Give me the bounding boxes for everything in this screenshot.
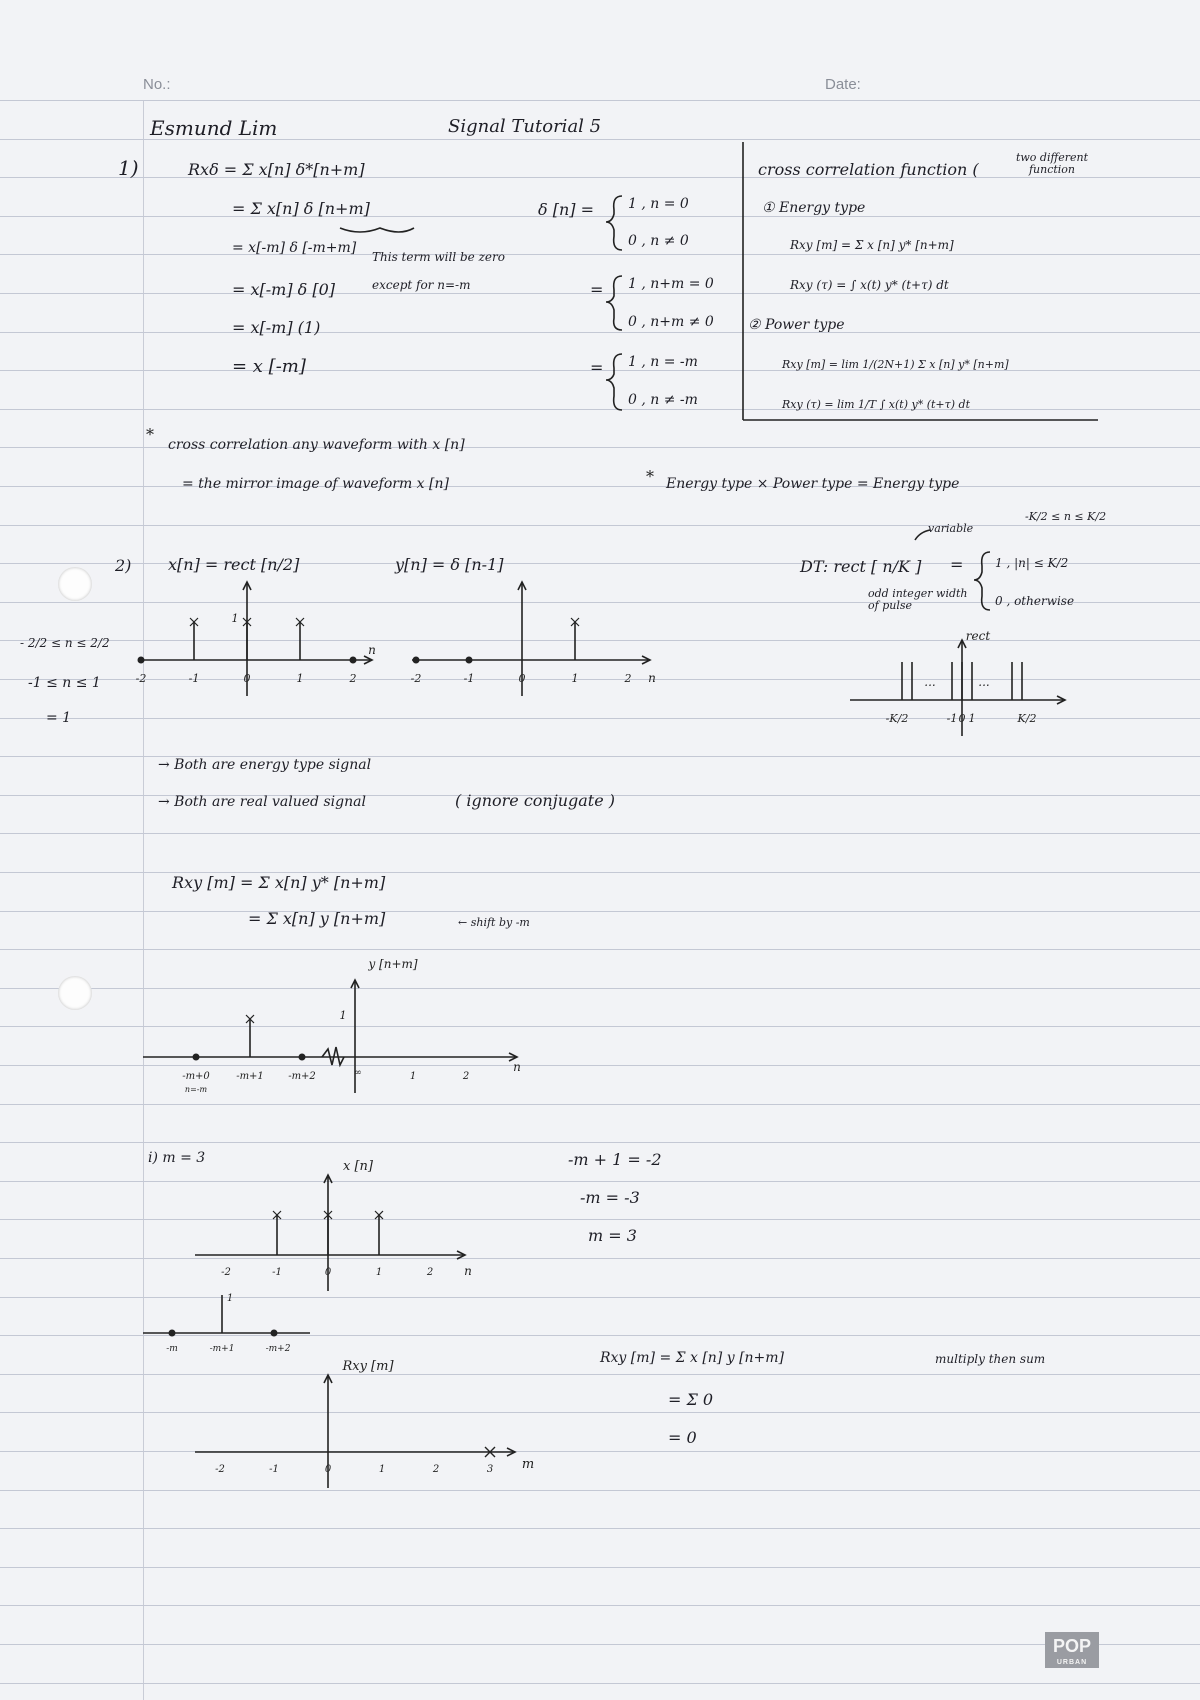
bullet-energy-type: → Both are energy type signal (158, 757, 372, 773)
q1-line-3: = x[-m] δ [-m+m] (232, 240, 357, 256)
y-plot-tick: 0 (518, 672, 526, 685)
star-mark-1: * (146, 425, 154, 444)
delta-piece-3b: 0 , n ≠ -m (628, 392, 698, 408)
power-dt-formula: Rxy [m] = lim 1/(2N+1) Σ x [n] y* [n+m] (782, 358, 1009, 371)
q1-line-1: Rxδ = Σ x[n] δ*[n+m] (188, 160, 365, 179)
rect-piece-1: 1 , |n| ≤ K/2 (995, 556, 1069, 570)
x-plot-zero-point (350, 657, 357, 664)
y-plot-tick: -2 (410, 672, 422, 685)
final-line-3: = 0 (668, 1428, 697, 1447)
y-plot-tick: -1 (463, 672, 475, 685)
rect-range: -K/2 ≤ n ≤ K/2 (1025, 510, 1107, 523)
case-x-plot-tick: 1 (375, 1267, 383, 1278)
date-label: Date: (825, 76, 861, 93)
calc-line-2: -m = -3 (580, 1188, 640, 1207)
energy-dt-formula: Rxy [m] = Σ x [n] y* [n+m] (790, 238, 954, 252)
q1-line-6: = x [-m] (232, 356, 306, 377)
final-line-2: = Σ 0 (668, 1390, 714, 1409)
rect-plot-dots: ... (924, 675, 936, 689)
rect-definition: DT: rect [ n/K ] (800, 557, 922, 576)
delta-piece-2b: 0 , n+m ≠ 0 (628, 314, 714, 330)
rxy-line-1: Rxy [m] = Σ x[n] y* [n+m] (172, 873, 386, 892)
case-x-plot-tick: -2 (221, 1267, 231, 1278)
eq-sign-2: = (590, 358, 604, 377)
y-plot-axis-label: n (648, 671, 656, 685)
rxy-line-2: = Σ x[n] y [n+m] (248, 909, 386, 928)
x-plot-tick: -1 (188, 672, 200, 685)
x-plot-tick: 2 (349, 672, 357, 685)
rect-piece-2: 0 , otherwise (995, 594, 1075, 608)
box-title: cross correlation function ( (758, 160, 979, 179)
pop-urban-logo: POP URBAN (1045, 1632, 1099, 1668)
q1-line-4: = x[-m] δ [0] (232, 280, 336, 299)
calc-line-3: m = 3 (588, 1226, 637, 1245)
rxy-plot-tick: 2 (432, 1464, 440, 1475)
y-plot-zero-point (466, 657, 473, 664)
eq-sign-1: = (590, 280, 604, 299)
brace-piece-2 (606, 276, 622, 330)
case-x-plot-tick: 0 (324, 1267, 332, 1278)
page-title: Signal Tutorial 5 (448, 116, 602, 137)
case-y-plot-zero-point (169, 1330, 176, 1337)
rxy-plot-tick: -1 (269, 1464, 279, 1475)
rxy-plot-tick: -2 (215, 1464, 225, 1475)
bullet-real-valued: → Both are real valued signal (158, 794, 366, 810)
brace-piece-1 (606, 196, 622, 250)
yshift-plot-one-label: 1 (339, 1009, 347, 1022)
case-y-plot-tick: -m+2 (265, 1344, 291, 1354)
variable-arrow (915, 530, 930, 540)
y-definition: y[n] = δ [n-1] (395, 555, 504, 574)
brace-rect (974, 552, 990, 610)
range-line-3: = 1 (46, 710, 72, 726)
ignore-conjugate-note: ( ignore conjugate ) (455, 791, 615, 810)
rect-k-note: odd integer width of pulse (868, 587, 968, 612)
brace-piece-3 (606, 354, 622, 410)
yshift-plot-zero-point (193, 1054, 200, 1061)
brace-underline (340, 228, 414, 232)
power-heading: ② Power type (748, 317, 845, 333)
x-plot-tick: 1 (296, 672, 304, 685)
question-1-number: 1) (118, 156, 139, 180)
case-x-plot-tick: 2 (426, 1267, 434, 1278)
x-plot-zero-point (138, 657, 145, 664)
q1-note: This term will be zero except for n=-m (372, 250, 505, 292)
x-plot-tick: -2 (135, 672, 147, 685)
case-i-label: i) m = 3 (148, 1150, 206, 1166)
energy-power-note: Energy type × Power type = Energy type (666, 476, 960, 492)
author-name: Esmund Lim (150, 116, 278, 140)
star-note-2: = the mirror image of waveform x [n] (182, 476, 449, 492)
y-plot-zero-point (413, 657, 420, 664)
yshift-plot-tick: 1 (409, 1071, 417, 1082)
rect-plot-tick: K/2 (1017, 712, 1037, 725)
energy-ct-formula: Rxy (τ) = ∫ x(t) y* (t+τ) dt (790, 278, 949, 292)
star-mark-2: * (646, 467, 654, 486)
q1-line-2: = Σ x[n] δ [n+m] (232, 199, 370, 218)
rxy-plot-tick: 3 (486, 1464, 494, 1475)
calc-line-1: -m + 1 = -2 (568, 1150, 662, 1169)
multiply-note: multiply then sum (935, 1352, 1046, 1366)
rxy-plot-tick: 1 (378, 1464, 386, 1475)
no-label: No.: (143, 76, 171, 93)
case-y-plot-tick: -m (166, 1344, 178, 1354)
rect-plot-tick: -K/2 (885, 712, 909, 725)
rect-eq: = (950, 555, 964, 574)
y-plot-tick: 2 (624, 672, 632, 685)
case-y-plot-tick: -m+1 (209, 1344, 235, 1354)
delta-definition: δ [n] = (538, 200, 594, 219)
case-x-plot-label: x [n] (343, 1159, 373, 1174)
yshift-plot-neg-m: n=-m (184, 1085, 208, 1094)
box-title-note: two different function (1015, 151, 1089, 176)
range-line-1: - 2/2 ≤ n ≤ 2/2 (20, 636, 110, 650)
delta-piece-3a: 1 , n = -m (628, 354, 698, 370)
rect-plot-dots: ... (978, 675, 990, 689)
yshift-plot-tick: -m+0 (182, 1071, 210, 1082)
axis-break-mark (322, 1047, 344, 1065)
rect-plot-tick: 1 (968, 712, 976, 725)
star-note-1: cross correlation any waveform with x [n] (168, 437, 465, 453)
rxy-plot-label: Rxy [m] (342, 1359, 394, 1374)
shift-note: ← shift by -m (458, 916, 530, 929)
yshift-plot-axis-label: n (513, 1060, 521, 1074)
yshift-plot-tick: 2 (462, 1071, 470, 1082)
rect-plot-tick: -1 (946, 712, 958, 725)
rect-plot-tick: 0 (958, 712, 966, 725)
case-y-plot-zero-point (271, 1330, 278, 1337)
final-line-1: Rxy [m] = Σ x [n] y [n+m] (600, 1350, 785, 1366)
yshift-plot-tick: -m+1 (236, 1071, 264, 1082)
energy-heading: ① Energy type (762, 200, 866, 216)
question-2-number: 2) (115, 556, 132, 575)
yshift-plot-zero-point (299, 1054, 306, 1061)
x-plot-tick: 0 (243, 672, 251, 685)
y-plot-tick: 1 (571, 672, 579, 685)
power-ct-formula: Rxy (τ) = lim 1/T ∫ x(t) y* (t+τ) dt (782, 398, 970, 411)
range-line-2: -1 ≤ n ≤ 1 (28, 675, 101, 691)
yshift-plot-label: y [n+m] (368, 957, 418, 971)
rect-variable-note: variable (928, 522, 974, 535)
x-plot-axis-label: n (368, 643, 376, 657)
yshift-origin: ∞ (354, 1068, 362, 1078)
x-definition: x[n] = rect [n/2] (168, 555, 300, 574)
case-x-plot-axis-label: n (464, 1264, 472, 1278)
case-y-plot-one-label: 1 (226, 1293, 234, 1304)
delta-piece-2a: 1 , n+m = 0 (628, 276, 714, 292)
delta-piece-1a: 1 , n = 0 (628, 196, 689, 212)
rxy-plot-tick: 0 (324, 1464, 332, 1475)
yshift-plot-tick: -m+2 (288, 1071, 316, 1082)
x-plot-one-label: 1 (231, 612, 239, 625)
rxy-plot-axis-label: m (521, 1457, 535, 1472)
case-x-plot-tick: -1 (272, 1267, 282, 1278)
rect-plot-label: rect (965, 629, 991, 643)
q1-line-5: = x[-m] (1) (232, 318, 321, 337)
delta-piece-1b: 0 , n ≠ 0 (628, 233, 689, 249)
